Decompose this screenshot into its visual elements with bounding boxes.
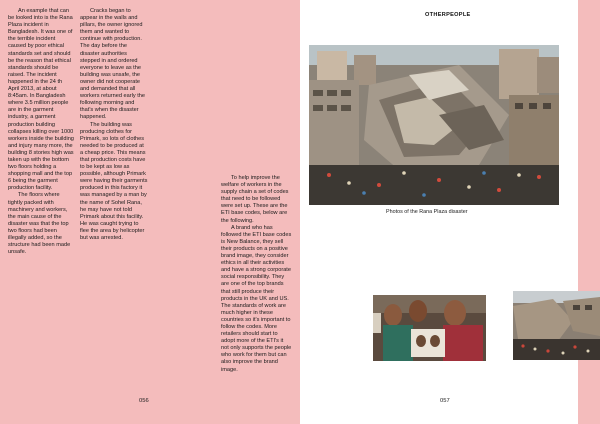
paragraph: An example that can be looked into is the Rana Plaza incident in Bangladesh. It was one of the terrible incident caused by poor ethical standards set and should be the reason that ethical standards should be raised. The incident happened in the 24 th April 2013, at about 8:45am. In Bangladesh where 3.5 million people are in the garment industry, a garment production building collapses killing over 1000 workers inside the building and injury many more, the building 8 stories high was taken up with the bottom two floors holding a shopping mall and the top 6 being the garment production facility. bbox=[8, 8, 74, 192]
rescue-crowd-photo bbox=[513, 291, 600, 360]
rana-plaza-collapse-photo bbox=[309, 45, 559, 205]
page-number-right: 057 bbox=[440, 398, 450, 404]
page-number-left: 056 bbox=[139, 398, 149, 404]
paragraph: The building was producing clothes for Primark, so lots of clothes needed to be produced at a cheap price. This means that production costs have to be kept as low as possible, although Primark were having their garments produced in this factory it was managed by a man by the name of Sohel Rana, he may have not told Primark about this facility. He was caught trying to flee the area by helicopter but was arrested. bbox=[80, 121, 148, 241]
paragraph: The floors where tightly packed with machinery and workers, the main cause of the disaster was that the top two floors had been illegally added, so the structure had been made unsafe. bbox=[8, 192, 71, 256]
mourning-relatives-photo bbox=[373, 295, 486, 361]
text-column-3 bbox=[221, 175, 292, 374]
text-column-1 bbox=[8, 8, 74, 256]
photo-caption: Photos of the Rana Plaza disaster bbox=[386, 209, 468, 215]
text-column-2 bbox=[80, 8, 148, 242]
right-page-edge-strip bbox=[578, 0, 600, 424]
paragraph: To help improve the welfare of workers in the supply chain a set of codes that need to be followed were set up. These are the ETI base codes, below are the following. bbox=[221, 175, 289, 224]
paragraph: A brand who has followed the ETI base codes is New Balance, they sell their products on a positive brand image, they consider ethics in all their activities and have a strong corporate social responsibility. They are one of the top brands that still produce their products in the UK and US. The standards of work are much higher in these countries so it's important to follow the codes. More retailers should start to adopt more of the ETI's it not only supports the people who work for them but can also improve the brand image. bbox=[221, 224, 292, 373]
running-head: OTHERPEOPLE bbox=[425, 12, 471, 18]
paragraph: Cracks began to appear in the walls and pillars, the owner ignored them and wanted to continue with production. The day before the disaster authorities stepped in and ordered everyone to leave as the building was unsafe, the owner did not cooperate and demanded that all workers returned early the following morning and that's when the disaster happened. bbox=[80, 8, 145, 121]
